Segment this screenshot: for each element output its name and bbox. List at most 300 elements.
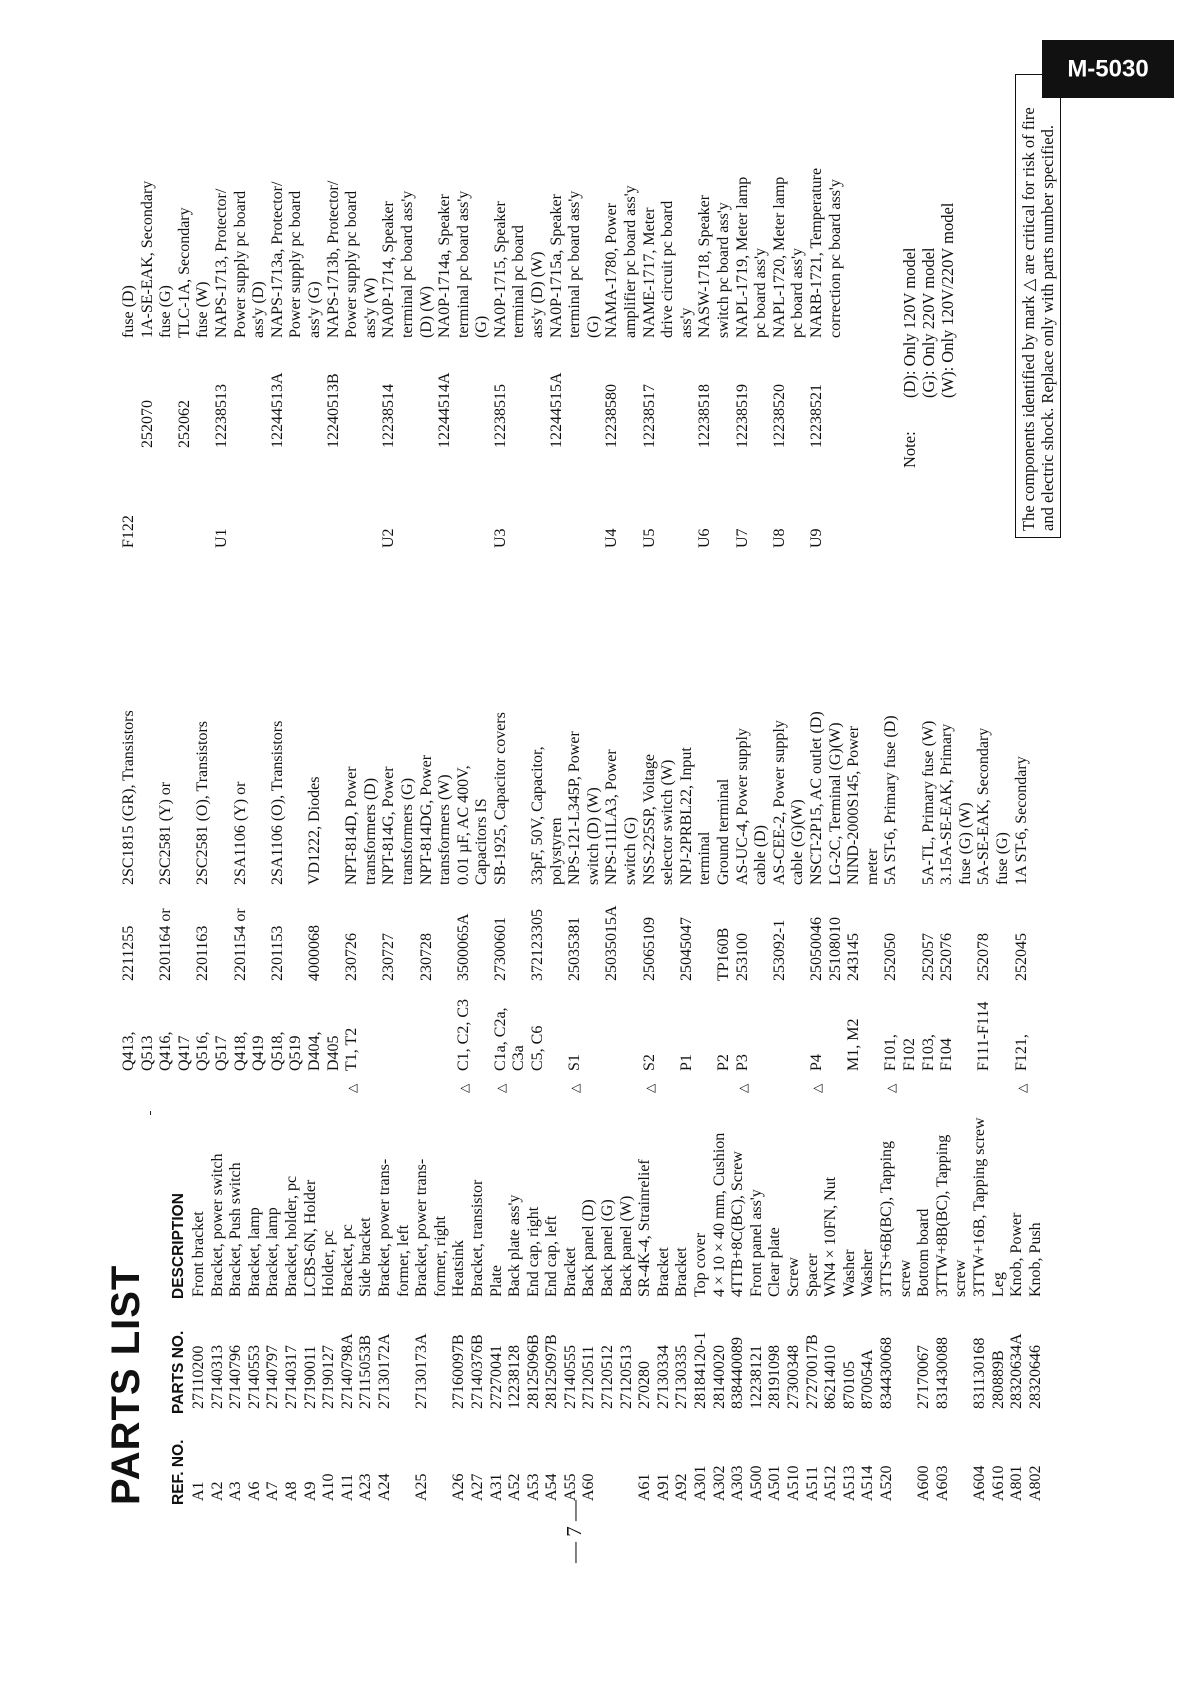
parts-no — [752, 338, 771, 448]
parts-no — [157, 338, 176, 448]
parts-row — [548, 645, 567, 1093]
parts-row — [548, 98, 567, 548]
safety-mark — [678, 1071, 697, 1093]
parts-row — [734, 98, 753, 548]
ref-no: A512 — [822, 1465, 840, 1501]
parts-row — [380, 645, 399, 1093]
parts-no — [529, 338, 548, 448]
safety-mark — [827, 1071, 846, 1093]
safety-mark: △ — [493, 1083, 508, 1093]
parts-no: 27190011 — [301, 1345, 319, 1409]
description: NPT-814D, Power — [343, 766, 361, 885]
ref-no: A301 — [692, 1465, 710, 1501]
description: Washer — [859, 1249, 877, 1297]
description: NIND-2000S145, Power — [845, 725, 863, 885]
parts-row — [362, 98, 381, 548]
parts-row — [678, 645, 697, 1093]
parts-row — [692, 1037, 711, 1501]
parts-no: 28320646 — [1026, 1345, 1044, 1409]
ref-no: A26 — [450, 1473, 468, 1501]
ref-no — [287, 448, 306, 548]
safety-mark — [362, 1071, 381, 1093]
ref-no: A610 — [989, 1465, 1007, 1501]
parts-no — [510, 338, 529, 448]
parts-row — [194, 645, 213, 1093]
description: polystyren — [547, 817, 565, 885]
parts-no — [696, 885, 715, 981]
parts-row — [139, 98, 158, 548]
parts-row — [659, 98, 678, 548]
ref-no: A11 — [338, 1474, 356, 1501]
description: fuse (G) — [993, 832, 1011, 885]
ref-no: S2 — [640, 1054, 658, 1071]
parts-no — [897, 1297, 916, 1409]
ref-no — [752, 981, 771, 1071]
parts-row — [715, 645, 734, 1093]
safety-mark: △ — [1014, 1083, 1029, 1093]
parts-no — [250, 338, 269, 448]
description: NSCT-2P15, AC outlet (D) — [807, 711, 825, 885]
parts-row — [395, 1037, 414, 1501]
safety-mark — [622, 1071, 641, 1093]
description: 2SA1106 (O), Transistors — [268, 720, 286, 885]
description: Bracket — [561, 1247, 579, 1297]
parts-no: 252070 — [138, 400, 156, 448]
parts-no — [436, 885, 455, 981]
ref-no — [622, 448, 641, 548]
note-line: (W): Only 120V/220V model — [938, 202, 957, 398]
ref-no: A54 — [543, 1473, 561, 1501]
ref-no — [380, 981, 399, 1071]
safety-mark — [120, 1071, 139, 1093]
parts-no: 252045 — [1012, 933, 1030, 981]
description: Bracket — [654, 1247, 672, 1297]
safety-mark — [845, 1071, 864, 1093]
note-line: (D): Only 120V model — [900, 247, 919, 398]
description: AS-CEE-2, Power supply — [770, 720, 788, 885]
parts-no: 86214010 — [822, 1345, 840, 1409]
model-tag: M-5030 — [1042, 40, 1174, 98]
parts-no — [957, 885, 976, 981]
description: 1A ST-6, Secondary — [1012, 756, 1030, 885]
ref-no: U1 — [212, 528, 230, 548]
safety-mark — [194, 1071, 213, 1093]
ref-no — [194, 448, 213, 548]
parts-row — [827, 645, 846, 1093]
parts-no: 27120511 — [580, 1345, 598, 1409]
parts-no: 252050 — [882, 933, 900, 981]
parts-no: 27270041 — [487, 1345, 505, 1409]
description: Front panel ass'y — [747, 1189, 765, 1297]
parts-no: 27160097B — [450, 1334, 468, 1409]
safety-mark — [529, 1071, 548, 1093]
safety-mark — [715, 1071, 734, 1093]
description: terminal pc board ass'y — [566, 190, 584, 338]
parts-row — [729, 1037, 748, 1501]
ref-no: Q419 — [250, 1035, 268, 1071]
parts-row — [566, 98, 585, 548]
safety-mark — [436, 1071, 455, 1093]
ref-no: U8 — [770, 528, 788, 548]
description: switch (G) — [622, 817, 640, 885]
description: fuse (G) (W) — [956, 802, 974, 885]
safety-mark — [696, 1071, 715, 1093]
description: Power supply pc board — [343, 190, 361, 338]
ref-no — [399, 448, 418, 548]
header-ref-no: REF. NO. — [170, 1439, 187, 1505]
ref-no — [418, 448, 437, 548]
parts-no: 243145 — [845, 933, 863, 981]
parts-row — [302, 1037, 321, 1501]
parts-no: 280889B — [989, 1350, 1007, 1409]
ref-no: A24 — [375, 1473, 393, 1501]
ref-no: M1, M2 — [845, 1018, 863, 1071]
parts-no: 27130173A — [413, 1333, 431, 1409]
description: Holder, pc — [320, 1230, 338, 1297]
description — [325, 645, 344, 885]
description: switch pc board ass'y — [715, 202, 732, 338]
description: fuse (G) — [157, 285, 175, 338]
ref-no — [622, 981, 641, 1071]
parts-row — [827, 98, 846, 548]
parts-no — [362, 338, 381, 448]
ref-no: Q516, — [194, 1031, 212, 1071]
parts-row — [673, 1037, 692, 1501]
parts-row — [325, 98, 344, 548]
parts-no: 27130172A — [375, 1333, 393, 1409]
description: terminal pc board ass'y — [398, 190, 416, 338]
parts-no — [585, 885, 604, 981]
parts-no — [194, 338, 213, 448]
parts-row — [938, 645, 957, 1093]
parts-no: 27140317 — [282, 1345, 300, 1409]
ref-no — [418, 981, 437, 1071]
page-number: — 7 — — [562, 1500, 586, 1563]
description: terminal pc board — [510, 225, 528, 338]
safety-mark: △ — [809, 1083, 824, 1093]
parts-no: 25045047 — [677, 917, 695, 981]
parts-row — [287, 645, 306, 1093]
parts-no — [659, 885, 678, 981]
ref-no — [362, 448, 381, 548]
parts-row — [1008, 1037, 1027, 1501]
description: Washer — [840, 1249, 858, 1297]
parts-no: 870054A — [859, 1349, 877, 1409]
ref-no: U7 — [733, 528, 751, 548]
safety-mark — [659, 1071, 678, 1093]
description: Bracket, lamp — [264, 1207, 282, 1297]
ref-no: U3 — [491, 528, 509, 548]
parts-no: TP160B — [715, 927, 732, 981]
description: TLC-1A, Secondary — [175, 207, 193, 338]
parts-no — [566, 338, 585, 448]
ref-no: Q418, — [231, 1031, 249, 1071]
parts-row — [529, 645, 548, 1093]
parts-row — [845, 645, 864, 1093]
safety-mark — [473, 1071, 492, 1093]
parts-no: 12238520 — [770, 384, 788, 448]
parts-row — [320, 1037, 339, 1501]
description: 1A-SE-EAK, Secondary — [138, 180, 156, 338]
parts-no: 27140796 — [227, 1345, 245, 1409]
parts-no: 12238121 — [747, 1345, 765, 1409]
parts-row — [1027, 1037, 1046, 1501]
ref-no — [362, 981, 381, 1071]
parts-no — [232, 338, 251, 448]
ref-no: P4 — [807, 1054, 825, 1071]
description: Bracket, transistor — [468, 1179, 486, 1297]
ref-no: A9 — [301, 1481, 319, 1501]
parts-row — [213, 645, 232, 1093]
parts-row — [603, 98, 622, 548]
parts-row — [622, 98, 641, 548]
description: Back plate ass'y — [506, 1194, 524, 1297]
description: Power supply pc board — [231, 190, 249, 338]
ref-no: A8 — [282, 1481, 300, 1501]
parts-row — [822, 1037, 841, 1501]
ref-no: A603 — [933, 1465, 951, 1501]
description: NASW-1718, Speaker — [696, 194, 714, 338]
ref-no: A7 — [264, 1481, 282, 1501]
description: NPJ-2PRBL22, Input — [677, 747, 695, 885]
description — [250, 645, 269, 885]
parts-no: 27115053B — [357, 1334, 375, 1409]
parts-row — [655, 1037, 674, 1501]
description: End cap, right — [524, 1206, 542, 1297]
header-parts-no: PARTS NO. — [170, 1330, 187, 1414]
safety-mark — [901, 1071, 920, 1093]
ref-no: A3 — [227, 1481, 245, 1501]
description: pc board ass'y — [789, 248, 807, 338]
description: correction pc board ass'y — [826, 179, 844, 338]
description: Capacitors IS — [473, 798, 491, 885]
description: ass'y (W) — [361, 277, 379, 338]
safety-mark — [752, 1071, 771, 1093]
parts-no: 12238580 — [603, 384, 621, 448]
description: SB-1925, Capacitor covers — [491, 712, 509, 885]
parts-row — [841, 1037, 860, 1501]
parts-no: 2201164 or — [157, 908, 175, 981]
parts-no — [622, 338, 641, 448]
parts-row — [585, 98, 604, 548]
description: 5A-TL, Primary fuse (W) — [919, 720, 937, 885]
safety-mark — [250, 1071, 269, 1093]
ref-no — [678, 448, 697, 548]
description: Front bracket — [190, 1211, 207, 1297]
parts-no: 270280 — [636, 1361, 654, 1409]
parts-row — [306, 98, 325, 548]
description: transformers (G) — [398, 777, 416, 885]
parts-row — [711, 1037, 730, 1501]
parts-no: 12238513 — [212, 384, 230, 448]
description: Bracket, power trans- — [413, 1158, 431, 1297]
description: 2SC1815 (GR), Transistors — [120, 710, 137, 885]
description: ass'y — [677, 307, 695, 338]
description: NAPL-1720, Meter lamp — [770, 176, 788, 338]
safety-mark: △ — [345, 1083, 360, 1093]
description: ass'y (D) — [250, 281, 268, 338]
parts-no: 25050046 — [807, 917, 825, 981]
ref-no — [696, 981, 715, 1071]
description: VD1222, Diodes — [305, 776, 323, 885]
description: amplifier pc board ass'y — [622, 185, 640, 338]
description: Bracket, holder, pc — [282, 1175, 300, 1297]
description — [901, 645, 920, 885]
description: Bracket — [673, 1247, 691, 1297]
parts-row — [232, 645, 251, 1093]
description: NA0P-1715a, Speaker — [547, 194, 565, 338]
ref-no: A303 — [729, 1465, 747, 1501]
parts-no: 27300348 — [785, 1345, 802, 1409]
parts-no: 25108010 — [826, 917, 844, 981]
parts-no: 12238517 — [640, 384, 658, 448]
ref-no — [343, 448, 362, 548]
ref-no: A61 — [636, 1473, 654, 1501]
parts-no — [325, 885, 344, 981]
ref-no: F111-F114 — [975, 1001, 993, 1071]
ref-no: A31 — [487, 1473, 505, 1501]
parts-column-2 — [120, 645, 1031, 1093]
ref-no — [176, 448, 195, 548]
description: 4 × 10 × 40 mm, Cushion — [710, 1132, 728, 1297]
parts-no: 253092-1 — [770, 919, 788, 981]
parts-row — [566, 645, 585, 1093]
description: WN4 × 10FN, Nut — [822, 1176, 840, 1297]
parts-row — [250, 98, 269, 548]
ref-no — [473, 981, 492, 1071]
ref-no: Q519 — [287, 1035, 305, 1071]
parts-row — [975, 645, 994, 1093]
description: NA0P-1715, Speaker — [491, 201, 509, 338]
ref-no — [399, 981, 418, 1071]
safety-mark: △ — [884, 1083, 899, 1093]
description: (G) — [584, 315, 602, 338]
ref-no — [599, 1409, 618, 1501]
parts-no — [659, 338, 678, 448]
ref-no: C5, C6 — [529, 1025, 547, 1071]
parts-no: 27140313 — [208, 1345, 226, 1409]
description: Power supply pc board — [287, 190, 305, 338]
parts-no: 12238518 — [696, 384, 714, 448]
warning-line: and electric shock. Replace only with parts number specified. — [1038, 125, 1057, 531]
warning-line: The components identified by mark △ are critical for risk of fire — [1019, 107, 1038, 531]
parts-no: 27120512 — [599, 1345, 617, 1409]
description: LCBS-6N, Holder — [301, 1179, 319, 1297]
parts-row — [376, 1037, 395, 1501]
parts-no: 2201153 — [268, 925, 286, 981]
parts-row — [882, 645, 901, 1093]
description — [510, 645, 529, 885]
parts-row — [436, 98, 455, 548]
parts-no — [752, 885, 771, 981]
parts-row — [343, 98, 362, 548]
description: switch (D) (W) — [584, 787, 602, 885]
parts-no — [287, 885, 306, 981]
header-description: DESCRIPTION — [170, 1193, 187, 1299]
ref-no — [827, 448, 846, 548]
parts-no: 28125096B — [524, 1334, 542, 1409]
ref-no: A25 — [413, 1473, 431, 1501]
ref-no: F121, — [1012, 1034, 1030, 1071]
ref-no — [250, 448, 269, 548]
parts-no: 12238521 — [807, 384, 825, 448]
parts-no: 27140798A — [338, 1333, 356, 1409]
description: screw — [896, 1259, 914, 1297]
description: NPT-814G, Power — [380, 766, 398, 885]
parts-row — [864, 645, 883, 1093]
ref-no — [752, 448, 771, 548]
parts-row — [287, 98, 306, 548]
parts-no — [789, 885, 808, 981]
parts-no: 252057 — [919, 933, 937, 981]
safety-mark — [585, 1071, 604, 1093]
ref-no: U6 — [696, 528, 714, 548]
parts-row — [1013, 645, 1032, 1093]
parts-row — [506, 1037, 525, 1501]
description: 2SA1106 (Y) or — [231, 781, 249, 885]
ref-no: F103, — [919, 1034, 937, 1071]
ref-no: A6 — [245, 1481, 263, 1501]
description: selector switch (W) — [659, 759, 677, 885]
parts-no: 4000068 — [305, 925, 323, 981]
parts-no: 27300601 — [491, 917, 509, 981]
parts-row — [436, 645, 455, 1093]
parts-row — [418, 98, 437, 548]
safety-mark — [975, 1071, 994, 1093]
parts-row — [176, 98, 195, 548]
parts-row — [232, 98, 251, 548]
description: 4TTB+8C(BC), Screw — [729, 1151, 747, 1297]
parts-row — [432, 1037, 451, 1501]
ref-no: C1a, C2a, — [491, 1007, 509, 1071]
parts-row — [603, 645, 622, 1093]
parts-row — [636, 1037, 655, 1501]
description: Bracket, lamp — [245, 1207, 263, 1297]
parts-no: 27140797 — [264, 1345, 282, 1409]
safety-mark: △ — [642, 1083, 657, 1093]
ref-no — [548, 448, 567, 548]
ref-no: A23 — [357, 1473, 375, 1501]
parts-row — [678, 98, 697, 548]
parts-no: 27140376B — [468, 1334, 486, 1409]
parts-no — [213, 885, 232, 981]
parts-row — [529, 98, 548, 548]
ref-no — [157, 448, 176, 548]
parts-no: 12238514 — [380, 384, 398, 448]
ref-no: D404, — [305, 1031, 323, 1071]
parts-row — [399, 98, 418, 548]
ref-no: F102 — [900, 1038, 918, 1071]
description: drive circuit pc board — [659, 200, 677, 338]
parts-row — [789, 645, 808, 1093]
description: pc board ass'y — [752, 248, 770, 338]
description: screw — [952, 1259, 970, 1297]
description: terminal — [696, 831, 714, 885]
parts-no — [827, 338, 846, 448]
parts-no: 12238128 — [506, 1345, 524, 1409]
parts-row — [622, 645, 641, 1093]
description: Back panel (G) — [599, 1199, 617, 1297]
safety-mark — [771, 1071, 790, 1093]
description: Leg — [989, 1272, 1007, 1297]
ref-no: P3 — [733, 1054, 751, 1071]
parts-column-1 — [190, 1037, 1045, 1501]
parts-row — [915, 1037, 934, 1501]
parts-no: 27130335 — [673, 1345, 691, 1409]
description: cable (D) — [752, 825, 770, 885]
parts-no — [399, 885, 418, 981]
parts-row — [641, 98, 660, 548]
